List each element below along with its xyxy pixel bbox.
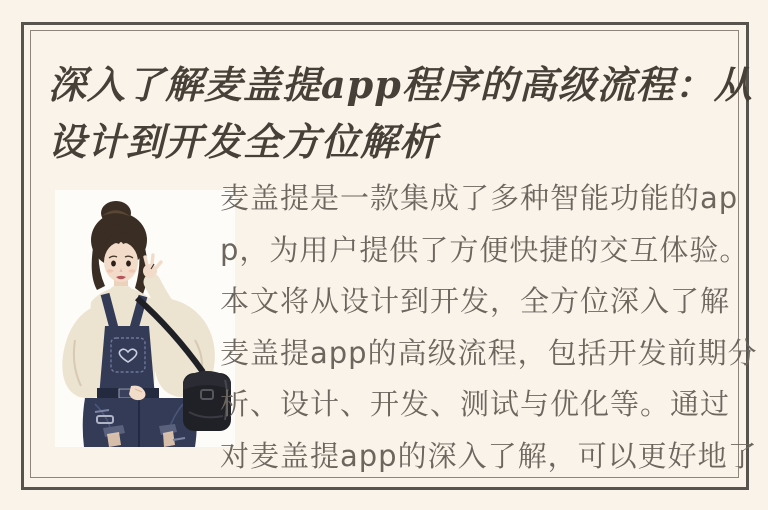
body-line-1: 麦盖提是一款集成了多种智能功能的ap [220, 181, 739, 215]
girl-illustration [55, 190, 235, 447]
body-line-6: 对麦盖提app的深入了解，可以更好地了 [220, 438, 758, 473]
article-title [48, 56, 753, 170]
title-line-1: 深入了解麦盖提app程序的高级流程：从 [48, 62, 753, 107]
body-line-4: 麦盖提app的高级流程，包括开发前期分 [220, 335, 758, 370]
cover-illustration [55, 190, 235, 447]
article-body [220, 173, 758, 482]
body-line-3: 本文将从设计到开发，全方位深入了解 [220, 284, 731, 318]
body-line-2: p，为用户提供了方便快捷的交互体验。 [220, 232, 750, 267]
title-line-2: 设计到开发全方位解析 [48, 119, 439, 164]
body-line-5: 析、设计、开发、测试与优化等。通过 [220, 387, 731, 421]
